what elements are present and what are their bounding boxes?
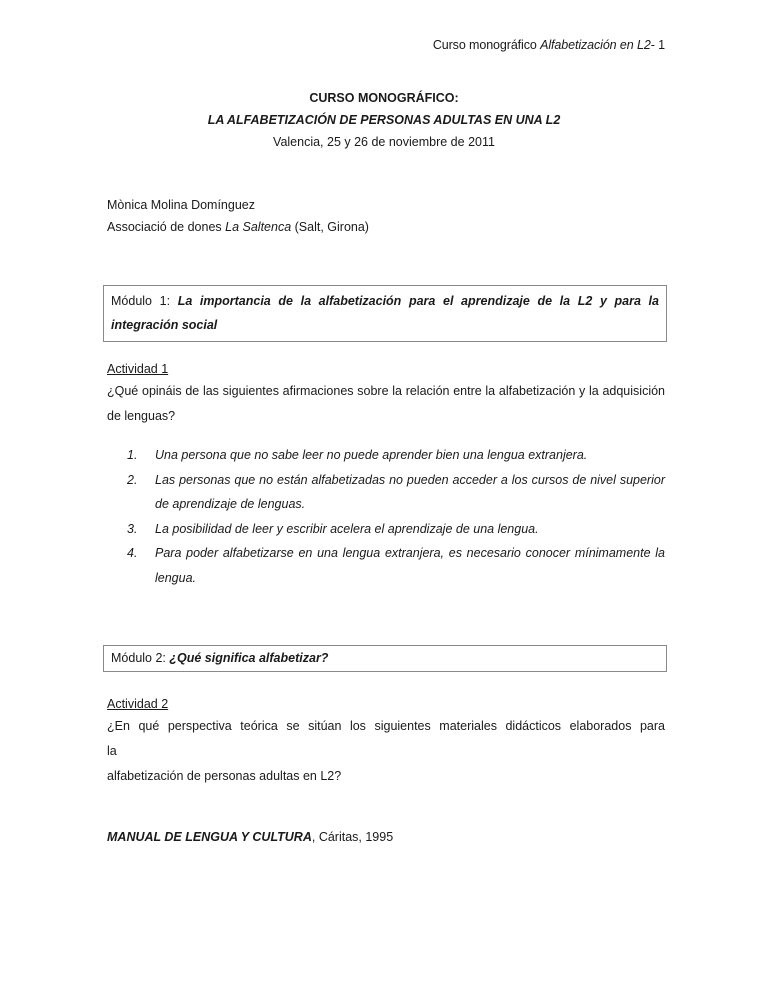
title-block xyxy=(0,87,768,153)
activity-1-question: ¿Qué opináis de las siguientes afirmaciones sobre la relación entre la alfabetización y la adquisición de lenguas? xyxy=(107,384,665,423)
material-title: MANUAL DE LENGUA Y CULTURA xyxy=(107,830,312,844)
activity-2-question-line2: alfabetización de personas adultas en L2? xyxy=(107,769,342,783)
activity-1-statements xyxy=(127,443,665,590)
statement-number: 2. xyxy=(127,472,138,487)
statement-item xyxy=(127,517,665,542)
course-type-heading: CURSO MONOGRÁFICO: xyxy=(309,91,459,105)
author-affiliation xyxy=(107,216,369,238)
module-2-title: ¿Qué significa alfabetizar? xyxy=(169,651,329,665)
affiliation-prefix: Associació de dones xyxy=(107,220,226,234)
activity-2-question xyxy=(107,714,665,789)
running-header xyxy=(433,38,665,52)
affiliation-location: (Salt, Girona) xyxy=(291,220,369,234)
affiliation-organization: La Saltenca xyxy=(225,220,292,234)
module-1-label: Módulo 1: xyxy=(111,294,178,308)
author-block xyxy=(107,194,369,238)
statement-number: 4. xyxy=(127,546,138,560)
statement-item xyxy=(127,443,665,468)
statement-item xyxy=(127,468,665,517)
activity-1-heading: Actividad 1 xyxy=(107,362,169,376)
running-header-italic: Alfabetización en L2 xyxy=(540,38,651,52)
page-number: - 1 xyxy=(650,38,665,52)
course-title: LA ALFABETIZACIÓN DE PERSONAS ADULTAS EN UNA L2 xyxy=(207,113,561,127)
material-reference xyxy=(107,830,393,844)
course-date-location: Valencia, 25 y 26 de noviembre de 2011 xyxy=(273,135,495,149)
module-1-title: La importancia de la alfabetización para el aprendizaje de la L2 y para la integración social xyxy=(111,294,659,332)
statement-number: 1. xyxy=(127,448,138,462)
running-header-prefix: Curso monográfico xyxy=(432,38,541,52)
activity-2-heading: Actividad 2 xyxy=(107,697,169,711)
activity-2-question-line1: ¿En qué perspectiva teórica se sitúan los siguientes materiales didácticos elaborados para la xyxy=(107,719,665,758)
statement-number: 3. xyxy=(127,521,138,536)
statement-text: Las personas que no están alfabetizadas no pueden acceder a los cursos de nivel superior de aprendizaje de lenguas. xyxy=(155,472,665,511)
author-name: Mònica Molina Domínguez xyxy=(107,198,255,212)
module-2-box xyxy=(103,645,667,672)
module-2-label: Módulo 2: xyxy=(111,651,170,665)
statement-text: La posibilidad de leer y escribir acelera el aprendizaje de una lengua. xyxy=(155,521,539,536)
statement-text: Una persona que no sabe leer no puede aprender bien una lengua extranjera. xyxy=(155,448,588,462)
material-details: , Cáritas, 1995 xyxy=(311,830,394,844)
module-1-box xyxy=(103,285,667,342)
statement-item xyxy=(127,541,665,590)
statement-text: Para poder alfabetizarse en una lengua extranjera, es necesario conocer mínimamente la lengua. xyxy=(155,546,665,585)
